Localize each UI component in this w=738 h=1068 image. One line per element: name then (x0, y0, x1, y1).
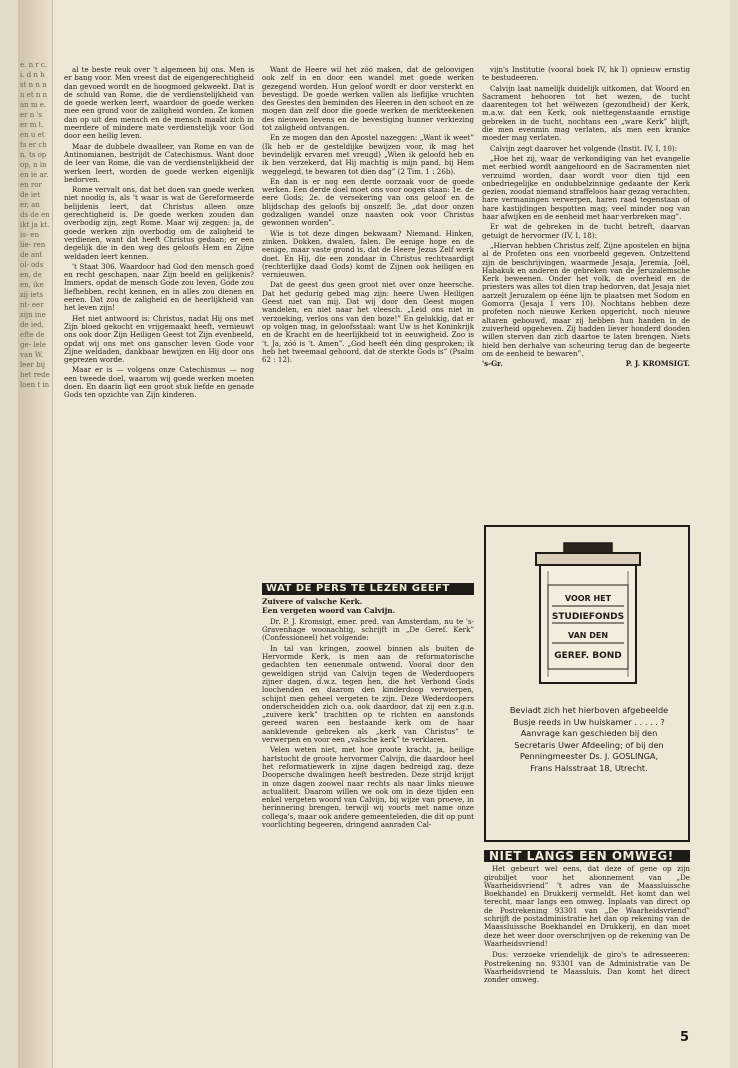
paragraph: En ze mogen dan den Apostel nazeggen: „Want ik weet” (Ik heb er de gesteldijke bewijzen voor, ik mag het bevindelijk ervaren met vreugd) „Wien ik geloofd heb en ik ben verzekerd, dat Hij machtig is mijn pand, bij Hem weggelegd, te bewaren tot dien dag” (2 Tim. 1 : 26b). (262, 133, 474, 176)
tin-label-line-3: VAN DEN (567, 631, 609, 640)
article-signature (482, 360, 690, 368)
paragraph: Het gebeurt wel eens, dat deze of gene op zijn girobiljet voor het abonnement van „De Waarheidsvriend” 't adres van de Maassluissche Boekhandel en Drukkerij vermeldt. Het komt dan wel terecht, maar langs een omweg. Inplaats van direct op de Postrekening 93301 van „De Waarheidsvriend” schrijft de postadministratie het dan op rekening van de Maassluissche Boekhandel en Drukkerij, en dan moet deze het weer door overschrijven op de rekening van De Waarheidsvriend! (484, 864, 690, 948)
ad-line: Aanvrage kan geschieden bij den (520, 728, 658, 739)
paragraph: En dan is er nog een derde oorzaak voor de goede werken. Een derde doel moet ons voor oogen staan: 1e. de eere Gods; 2e. de versekering van ons geloof en de blijdschap des geloofs bij onszelf; 3e. „dat door onzen godzaligen wandel onze naasten ook voor Christus gewonnen worden”. (262, 176, 474, 228)
paragraph: Dr. P. J. Kromsigt, emer. pred. van Amsterdam, nu te 's-Gravenhage woonachtig, schrijft in „De Geref. Kerk” (Confessioneel) het volgende: (262, 616, 474, 643)
paragraph: „Hiervan hebben Christus zelf, Zijne apostelen en bijna al de Profeten ons een voorbeeld gegeven. Ontzettend zijn de beschrijvingen, waarmede Jesaja, Jeremia, Joël, Habakuk en anderen de gebreken van de Jeruzalemsche Kerk beweenen. Onder het volk, de overheid en de priesters was alles tot dien trap bedorven, dat Jesaja niet aarzelt Jeruzalem op ééne lijn te plaatsen met Sodom en Gomorra (Jesaja 1 vers 10). Nochtans hebben deze profeten noch nieuwe Kerken opgericht, noch nieuwe altaren gebouwd, maar zij hebben hun handen in de zuiverheid opgeheven. Zij hadden liever honderd dooden willen sterven dan zich daartoe te laten brengen. Niets hield hen derhalve van scheuring terug dan de begeerte om de eenheid te bewaren”. (482, 240, 690, 358)
tin-label-line-4: GEREF. BOND (554, 651, 622, 661)
press-review-subtitle-2: Een vergeten woord van Calvijn. (262, 605, 396, 615)
tin-label-line-1: VOOR HET (564, 594, 612, 603)
press-review-heading: WAT DE PERS TE LEZEN GEEFT (262, 583, 474, 595)
paragraph: vijn's Institutie (vooral boek IV, hk I) opnieuw ernstig te bestudeeren. (482, 66, 690, 83)
paragraph: al te beste reuk over 't algemeen bij ons. Men is er bang voor. Men vreest dat de eigengerechtigheid dan gevoed wordt en de hoogmoed gekweekt. Dat is de schuld van Rome, die de verdienstelijkheid van de goede werken leert, waardoor de goede werken mee een grond voor de zaligheid worden. Ze komen dan op uit den mensch en de mensch maakt zich in meerdere of mindere mate verdienstelijk voor God door een heilig leven. (64, 66, 254, 141)
paragraph: 't Staat 306. Waardoor had God den mensch goed en recht geschapen, naar Zijn beeld en gelijkenis? Immers, opdat de mensch Gode zou leven, Gode zou liefhebben, recht kennen, en in alles zou dienen en eeren. Dat zou de zaligheid en de heerlijkheid van het leven zijn! (64, 261, 254, 313)
paragraph: Maar er is — volgens onze Catechismus — nog een tweede doel, waarom wij goede werken moeten doen. En daarin ligt een groot stuk liefde en genade Gods ten opzichte van Zijn kinderen. (64, 365, 254, 400)
binding-margin-text: e. n r c. i. d n h st n n n n et n n an m e. er n 's er m t. en u et ts er ch n. ts op op, n in en ie ar. en ror de iet er, an ds de en ikt ja kt. is- en lie- ren de ant ol- ods en, de en, ike zij iets nt- eer zijn ine de ied, efte de ge- lele van W. leer bij het rede loen t in (20, 61, 50, 389)
signature-author: P. J. KROMSIGT. (625, 359, 690, 369)
collection-box-advertisement (484, 525, 690, 842)
niet-langs-een-omweg-notice (484, 850, 690, 1040)
press-review-subtitle: Zuivere of valsche Kerk. (262, 597, 363, 607)
paragraph: Dus: verzoeke vriendelijk de giro's te adresseeren: Postrekening no. 93301 van de Administratie van De Waarheidsvriend te Maassluis. Dan komt het direct zonder omweg. (484, 950, 690, 985)
paragraph: Maar de dubbele dwaalleer, van Rome en van de Antinomianen, bestrijdt de Catechismus. Want door de leer van Rome, die van de verdienstelijkheid der werken leert, worden de goede werken eigenlijk bedorven. (64, 141, 254, 184)
paragraph: Rome vervalt ons, dat het doen van goede werken niet noodig is, als 't waar is wat de Gereformeerde belijdenis leert, dat Christus alleen onze gerechtigheid is. De goede werken zouden dan overbodig zijn, zegt Rome. Maar wij zeggen: ja, de goede werken zijn overbodig om de zaligheid te verdienen, want dat heeft Christus gedaan; er een degelijk die in den weg des geloofs Hem en Zijne weldaden leert kennen. (64, 185, 254, 261)
paragraph: Het niet antwoord is: Christus, nadat Hij ons met Zijn bloed gekocht en vrijgemaakt heeft, vernieuwt ons ook door Zijn Heiligen Geest tot Zijn evenbeeld, opdat wij ons met ons ganscher leven Gode voor Zijne weldaden, dankbaar bewijzen en Hij door ons geprezen worde. (64, 313, 254, 365)
article-column-3 (482, 66, 690, 516)
paragraph: Calvijn zegt daarover het volgende (Instit. IV, I, 10): (490, 143, 677, 153)
advertisement-text (496, 705, 682, 775)
ad-line: Secretaris Uwer Afdeeling; of bij den (514, 739, 664, 750)
page-number: 5 (680, 1030, 690, 1045)
ad-line: Beviadt zich het hierboven afgebeelde (509, 705, 669, 715)
paragraph: „Hoe het zij, waar de verkondiging van het evangelie met eerbied wordt aangehoord en de Sacramenten niet verzuimd worden, daar wordt voor dien tijd een onbedriegelijke en ondubbelzinnige gedaante der Kerk gezien, zoodat niemand straffeloos haar gezag verachten, hare vermaningen verwerpen, haren raad tegenstaan of hare kastijdingen bespotten mag; veel minder nog van haar afwijken en de eenheid met haar verbreken mag”. (482, 153, 690, 222)
ad-line: Frans Halsstraat 18, Utrecht. (530, 762, 648, 773)
ad-line: Penningmeester Ds. J. GOSLINGA, (519, 751, 659, 762)
collection-tin-illustration (534, 541, 642, 687)
ad-line: Busje reeds in Uw huiskamer . . . . . ? (513, 716, 665, 727)
paragraph: Er wat de gebreken in de tucht betreft, daarvan getuigt de hervormer (IV, I, 18): (482, 222, 690, 240)
paragraph: Wie is tot deze dingen bekwaam? Niemand. Hinken, zinken. Dokken, dwalen, falen. De eenige hope en de eenige, maar vaste grond is, dat de Heere Jezus Zelf werk doet. En Hij, die een zondaar in Christus rechtvaardigt (rechterlijke daad Gods) komt de Zijnen ook heiligen en vernieuwen. (262, 228, 474, 280)
paragraph: Dat de geest dus geen groot niet over onze heersche. Dat het gedurig gebed mag zijn: heere Uwen Heiligen Geest niet van mij. Dat wij door den Geest mogen wandelen, en niet naar het vleesch. „Leid ons niet in verzoeking, verlos ons van den boze!” En gelukkig, dat er op volgen mag, in geloofsstaal: want Uw is het Koninkrijk en de Kracht en de heerlijkheid tot in eeuwigheid. Zoo is 't. Ja, zóó is 't. Amen”. „God heeft één ding gesproken; ik heb het tweemaal gehoord, dat de sterkte Gods is” (Psalm 62 : 12). (262, 280, 474, 365)
signature-place: 's-Gr. (482, 359, 503, 369)
press-review-section (262, 583, 474, 1038)
paragraph: In tal van kringen, zoowel binnen als buiten de Hervormde Kerk, is men aan de reformatorische gedachten ten eenenmale ontwend. Vooral door den geweldigen strijd van Calvijn tegen de Wederdoopers zijner dagen, d.w.z. tegen hen, die het Verbond Gods loochenden en daarom den kinderdoop verwierpen, schijnt men geheel vergeten te zijn. Deze Wederdoopers onderscheidden zich o.a. ook daardoor, dat zij een z.g.n. „zuivere kerk” trachtten op te richten en aanstonds gereed waren een bestaande kerk om de haar aanklevende gebreken als „kerk van Christus” te verwerpen en voor een „valsche kerk” te verklaren. (262, 643, 474, 745)
paragraph: Want de Heere wil het zóó maken, dat de geloovigen ook zelf in en door een wandel met goede werken gezegend worden. Hun geloof wordt er door versterkt en bevestigd. De goede werken vallen als lieflijke vruchten des Geestes den beminden des Heeren in den schoot en ze mogen dan zelf door die goede werken de merkteekenen des nieuwen levens en de bevestiging hunner verkiezing tot zaligheid ontvangen. (262, 66, 474, 133)
tin-label-line-2: STUDIEFONDS (551, 612, 625, 622)
article-column-1 (64, 66, 254, 1044)
notice-heading: NIET LANGS EEN OMWEG! (484, 850, 690, 862)
page-binding (18, 0, 53, 1068)
paragraph: Velen weten niet, met hoe groote kracht, ja, heilige hartstocht de groote hervormer Calvijn, die daardoor heel het reformatiewerk in zijne dagen bedreigd zag, deze Doopersche dwalingen heeft bestreden. Deze strijd krijgt in onze dagen zoowel naar rechts als naar links nieuwe actualiteit. Daarom willen we ook om in deze tijden een enkel vergeten woord van Calvijn, bij wijze van proeve, in herinnering brengen, terwijl wij voorts met name onze collega's, maar ook andere gemeenteleden, die dit op punt voorlichting begeeren, dringend aanraden Cal- (262, 745, 474, 830)
article-column-2 (262, 66, 474, 578)
paragraph: Calvijn laat namelijk duidelijk uitkomen, dat Woord en Sacrament behooren tot het wezen, de tucht daarentegen tot het wélwezen (gezondheid) der Kerk, m.a.w. dat een Kerk, ook niettegenstaande ernstige gebreken in de tucht, nochtans een „ware Kerk” blijft, die men evenmin mag verlaten, als men een kranke moeder mag verlaten. (482, 83, 690, 143)
